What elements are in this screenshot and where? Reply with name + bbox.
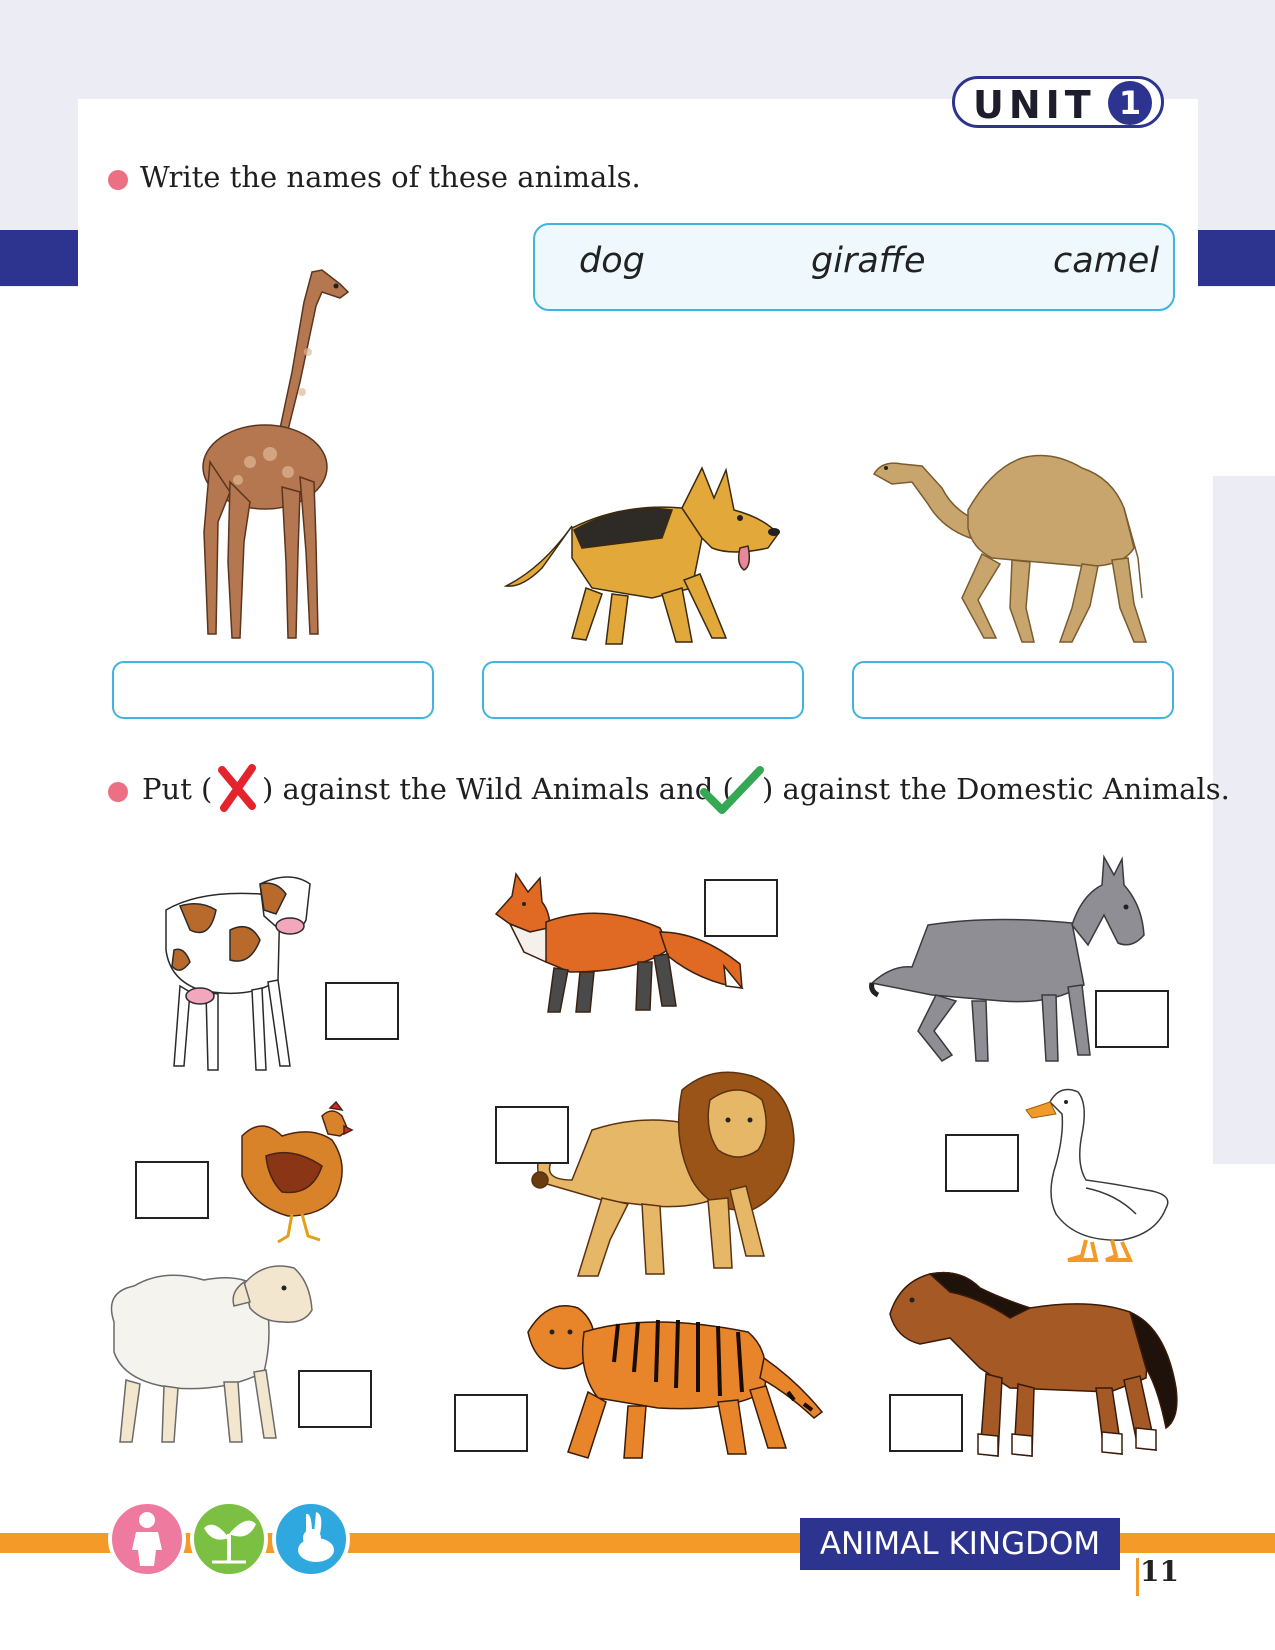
sheep-picture	[104, 1262, 316, 1447]
checkbox-fox[interactable]	[704, 879, 778, 937]
word-bank-item-giraffe: giraffe	[811, 241, 926, 281]
duck-picture	[1026, 1084, 1176, 1264]
checkbox-lion[interactable]	[495, 1106, 569, 1164]
word-bank-item-camel: camel	[1053, 241, 1160, 281]
answer-box-dog[interactable]	[482, 661, 804, 719]
cross-mark-icon	[216, 764, 258, 812]
instruction-domestic: ) against the Domestic Animals.	[762, 772, 1230, 806]
rabbit-icon	[272, 1500, 350, 1578]
checkbox-horse[interactable]	[889, 1394, 963, 1452]
checkbox-tiger[interactable]	[454, 1394, 528, 1452]
bullet-icon	[108, 782, 128, 802]
checkbox-duck[interactable]	[945, 1134, 1019, 1192]
left-navy-bar	[0, 230, 78, 286]
right-side-tab	[1213, 476, 1275, 1164]
dog-picture	[502, 448, 792, 653]
word-bank	[533, 223, 1175, 311]
tick-mark-icon	[700, 766, 764, 816]
checkbox-hen[interactable]	[135, 1161, 209, 1219]
page-number-rule	[1136, 1558, 1139, 1596]
word-bank-item-dog: dog	[579, 241, 645, 281]
human-icon	[108, 1500, 186, 1578]
hen-picture	[232, 1106, 352, 1246]
answer-box-camel[interactable]	[852, 661, 1174, 719]
bullet-icon	[108, 170, 128, 190]
instruction-put: Put (	[142, 772, 213, 806]
lion-picture	[532, 1070, 802, 1290]
answer-box-giraffe[interactable]	[112, 661, 434, 719]
giraffe-picture	[190, 262, 370, 652]
unit-badge	[952, 76, 1164, 128]
cow-picture	[160, 870, 330, 1075]
checkbox-sheep[interactable]	[298, 1370, 372, 1428]
checkbox-donkey[interactable]	[1095, 990, 1169, 1048]
unit-number: 1	[1108, 81, 1152, 125]
tiger-picture	[528, 1302, 824, 1462]
checkbox-cow[interactable]	[325, 982, 399, 1040]
footer-chapter-label: ANIMAL KINGDOM	[800, 1518, 1120, 1570]
instruction-write-names: Write the names of these animals.	[140, 160, 641, 194]
plant-icon	[190, 1500, 268, 1578]
page-number: 11	[1140, 1555, 1179, 1588]
instruction-wild: ) against the Wild Animals and (	[262, 772, 734, 806]
camel-picture	[872, 448, 1162, 648]
unit-label: UNIT	[973, 83, 1096, 127]
right-navy-bar	[1198, 230, 1275, 286]
